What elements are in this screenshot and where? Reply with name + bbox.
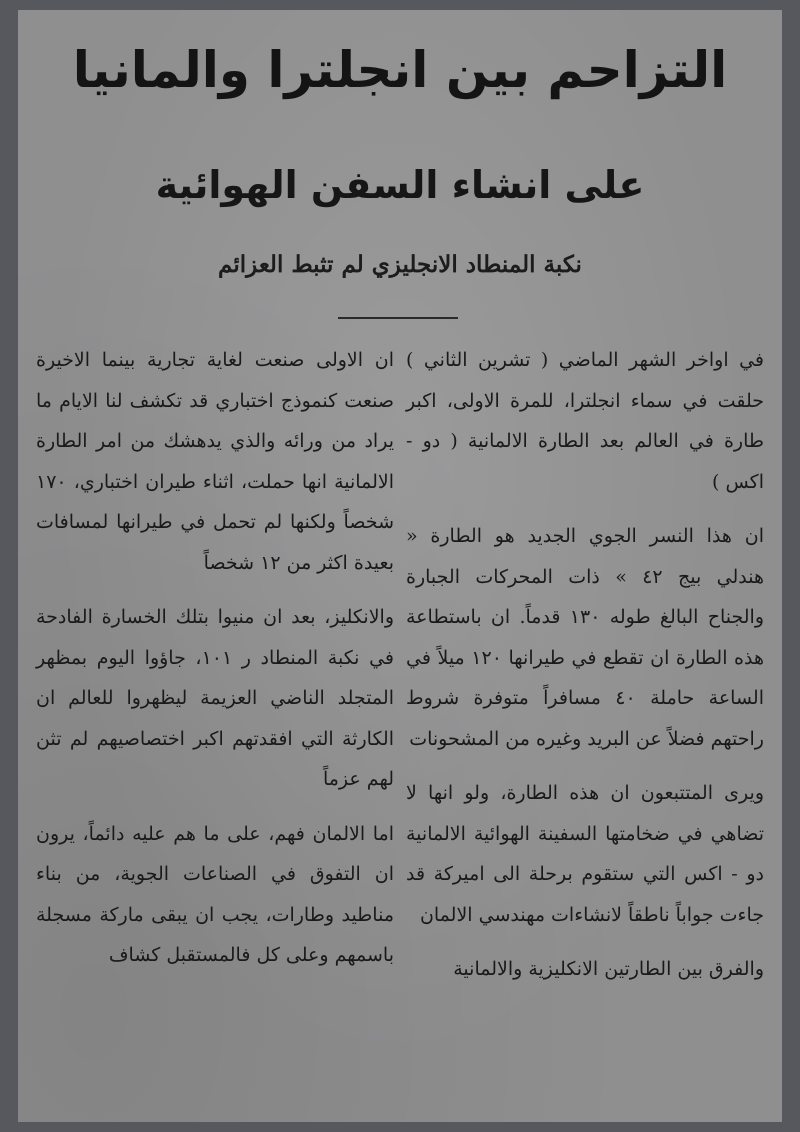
newspaper-page (18, 10, 782, 1122)
paragraph: والانكليز، بعد ان منيوا بتلك الخسارة الفادحة في نكبة المنطاد ر ١٠١، جاؤوا اليوم بمظهر المتجلد الناضي العزيمة ليظهروا للعالم ان الكارثة التي افقدتهم اكبر اختصاصيهم لم تثن لهم عزماً (36, 606, 394, 790)
left-column (36, 340, 394, 990)
divider-rule (338, 317, 458, 319)
deck: نكبة المنطاد الانجليزي لم تثبط العزائم (218, 251, 582, 278)
right-column (406, 340, 764, 1004)
subheadline: على انشاء السفن الهوائية (155, 163, 645, 207)
paragraph: في اواخر الشهر الماضي ( تشرين الثاني ) حلقت في سماء انجلترا، للمرة الاولى، اكبر طارة في العالم بعد الطارة الالمانية ( دو - اكس ) (406, 349, 764, 493)
headline: التزاحم بين انجلترا والمانيا (72, 41, 728, 99)
paragraph: ويرى المتتبعون ان هذه الطارة، ولو انها لا تضاهي في ضخامتها السفينة الهوائية الالمانية دو - اكس التي ستقوم برحلة الى اميركة قد جاءت جواباً ناطقاً لانشاءات مهندسي الالمان (406, 782, 764, 926)
paragraph: اما الالمان فهم، على ما هم عليه دائماً، يرون ان التفوق في الصناعات الجوية، من بناء مناطيد وطارات، يجب ان يبقى ماركة مسجلة باسمهم وعلى كل فالمستقبل كشاف (36, 822, 394, 966)
paragraph: ان الاولى صنعت لغاية تجارية بينما الاخيرة صنعت كنموذج اختباري قد تكشف لنا الايام ما يراد من ورائه والذي يدهشك من امر الطارة الالمانية انها حملت، اثناء طيران اختباري، ١٧٠ شخصاً ولكنها لم تحمل في طيرانها لمسافات بعيدة اكثر من ١٢ شخصاً (36, 349, 394, 574)
paragraph: ان هذا النسر الجوي الجديد هو الطارة « هندلي بيج ٤٢ » ذات المحركات الجبارة والجناح البالغ طوله ١٣٠ قدماً. ان باستطاعة هذه الطارة ان تقطع في طيرانها ١٢٠ ميلاً في الساعة حاملة ٤٠ مسافراً متوفرة شروط راحتهم فضلاً عن البريد وغيره من المشحونات (406, 525, 765, 750)
paragraph: والفرق بين الطارتين الانكليزية والالمانية (453, 958, 764, 980)
